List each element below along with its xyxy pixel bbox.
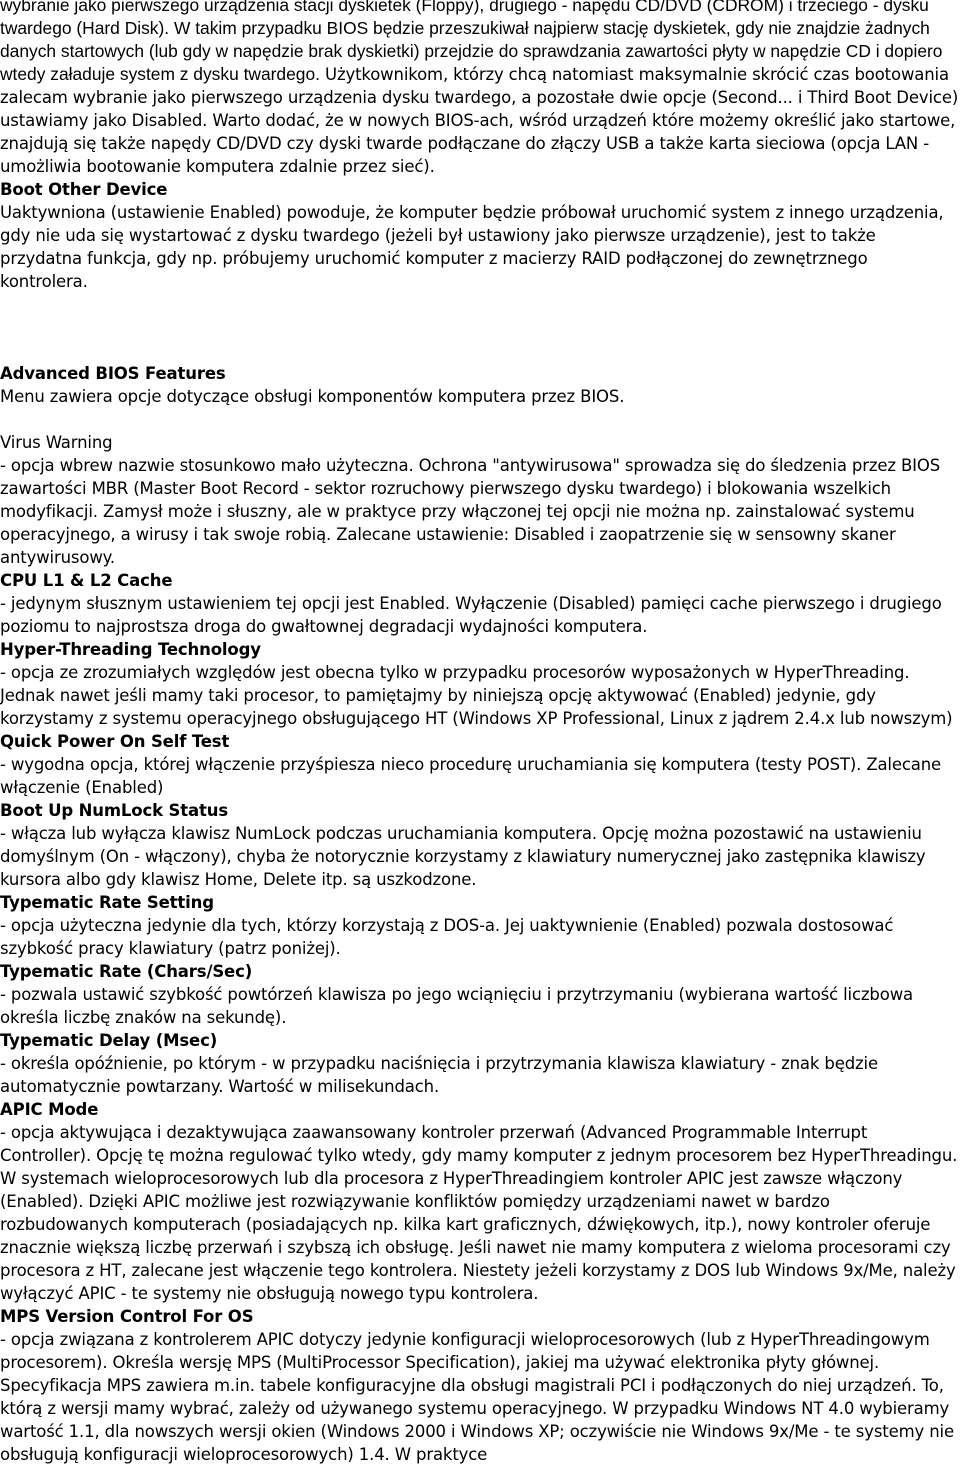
- intro-text-part1: wybranie jako pierwszego urządzenia stacji dyskietek (Floppy), drugiego - napędu CD/DVD (CDROM) i trzeciego - dysku twardego (Hard Disk). W takim przypadku BIOS będzie przeszukiwał najpierw stację dyskietek, gdy nie znajdzie żadnych danych startowych (lub gdy w napędzie brak dyskietki) przejdzie do sprawdzania zawartości płyty w napędzie CD i dopiero wtedy załaduje system z dysku twardego.: [0, 0, 943, 84]
- body-quick-post: - wygodna opcja, której włączenie przyśpiesza nieco procedurę uruchamiania się komputera (testy POST). Zalecane włączenie (Enabled): [0, 755, 942, 797]
- heading-virus-warning: Virus Warning: [0, 433, 113, 452]
- heading-hyperthreading: Hyper-Threading Technology: [0, 640, 261, 659]
- body-boot-other-device: Uaktywniona (ustawienie Enabled) powoduje, że komputer będzie próbował uruchomić system z innego urządzenia, gdy nie uda się wystartować z dysku twardego (jeżeli był ustawiony jako pierwsze urządzenie), jest to także przydatna funkcja, gdy np. próbujemy uruchomić komputer z macierzy RAID podłączonej do zewnętrznego kontrolera.: [0, 203, 944, 291]
- body-virus-warning: - opcja wbrew nazwie stosunkowo mało użyteczna. Ochrona "antywirusowa" sprowadza się do śledzenia przez BIOS zawartości MBR (Master Boot Record - sektor rozruchowy pierwszego dysku twardego) i blokowania wszelkich modyfikacji. Zamysł może i słuszny, ale w praktyce przy włączonej tej opcji nie można np. zainstalować systemu operacyjnego, a wirusy i tak swoje robią. Zalecane ustawienie: Disabled i zaopatrzenie się w sensowny skaner antywirusowy.: [0, 456, 941, 567]
- heading-quick-post: Quick Power On Self Test: [0, 732, 230, 751]
- heading-typematic-rate: Typematic Rate (Chars/Sec): [0, 962, 253, 981]
- heading-mps-version: MPS Version Control For OS: [0, 1307, 254, 1326]
- intro-text-part2: Użytkownikom, którzy chcą natomiast maksymalnie skrócić czas bootowania zalecam wybranie jako pierwszego urządzenia dysku twardego, a pozostałe dwie opcje (Second... i Third Boot Device) ustawiamy jako Disabled. Warto dodać, że w nowych BIOS-ach, wśród urządzeń które możemy określić jako startowe, znajdują się także napędy CD/DVD czy dyski twarde podłączane do złączy USB a także karta sieciowa (opcja LAN - umożliwia bootowanie komputera zdalnie przez sieć).: [0, 65, 959, 176]
- body-hyperthreading: - opcja ze zrozumiałych względów jest obecna tylko w przypadku procesorów wyposażonych w HyperThreading. Jednak nawet jeśli mamy taki procesor, to pamiętajmy by niniejszą opcję aktywować (Enabled) jedynie, gdy korzystamy z systemu operacyjnego obsługującego HT (Windows XP Professional, Linux z jądrem 2.4.x lub nowszym): [0, 663, 953, 728]
- spacer: [0, 293, 960, 362]
- heading-cpu-cache: CPU L1 & L2 Cache: [0, 571, 173, 590]
- section-typematic-delay: [0, 1029, 960, 1098]
- section-numlock: [0, 799, 960, 891]
- spacer: [0, 408, 960, 431]
- section-typematic-rate: [0, 960, 960, 1029]
- section-apic-mode: [0, 1098, 960, 1305]
- heading-numlock: Boot Up NumLock Status: [0, 801, 228, 820]
- body-typematic-rate-setting: - opcja użyteczna jedynie dla tych, którzy korzystają z DOS-a. Jej uaktywnienie (Enabled) pozwala dostosować szybkość pracy klawiatury (patrz poniżej).: [0, 916, 894, 958]
- section-quick-post: [0, 730, 960, 799]
- section-advanced-bios-features: [0, 362, 960, 408]
- body-typematic-delay: - określa opóźnienie, po którym - w przypadku naciśnięcia i przytrzymania klawisza klawiatury - znak będzie automatycznie powtarzany. Wartość w milisekundach.: [0, 1054, 878, 1096]
- section-hyperthreading: [0, 638, 960, 730]
- section-virus-warning: [0, 431, 960, 569]
- body-advanced-bios-features: Menu zawiera opcje dotyczące obsługi komponentów komputera przez BIOS.: [0, 387, 625, 406]
- section-boot-other-device: [0, 178, 960, 293]
- body-numlock: - włącza lub wyłącza klawisz NumLock podczas uruchamiania komputera. Opcję można pozostawić na ustawieniu domyślnym (On - włączony), chyba że notorycznie korzystamy z klawiatury numerycznej jako zastępnika klawiszy kursora albo gdy klawisz Home, Delete itp. są uszkodzone.: [0, 824, 926, 889]
- body-apic-mode: - opcja aktywująca i dezaktywująca zaawansowany kontroler przerwań (Advanced Programmable Interrupt Controller). Opcję tę można regulować tylko wtedy, gdy mamy komputer z jednym procesorem bez HyperThreadingu. W systemach wieloprocesorowych lub dla procesora z HyperThreadingiem kontroler APIC jest zawsze włączony (Enabled). Dzięki APIC możliwe jest rozwiązywanie konfliktów pomiędzy urządzeniami nawet w bardzo rozbudowanych komputerach (posiadających np. kilka kart graficznych, dźwiękowych, itp.), nowy kontroler oferuje znacznie większą liczbę przerwań i szybszą ich obsługę. Jeśli nawet nie mamy komputera z wieloma procesorami czy procesora z HT, zalecane jest włączenie tego kontrolera. Niestety jeżeli korzystamy z DOS lub Windows 9x/Me, należy wyłączyć APIC - te systemy nie obsługują nowego typu kontrolera.: [0, 1123, 958, 1303]
- section-typematic-rate-setting: [0, 891, 960, 960]
- heading-typematic-rate-setting: Typematic Rate Setting: [0, 893, 214, 912]
- body-cpu-cache: - jedynym słusznym ustawieniem tej opcji jest Enabled. Wyłączenie (Disabled) pamięci cache pierwszego i drugiego poziomu to najprostsza droga do gwałtownej degradacji wydajności komputera.: [0, 594, 942, 636]
- heading-advanced-bios-features: Advanced BIOS Features: [0, 364, 226, 383]
- heading-apic-mode: APIC Mode: [0, 1100, 99, 1119]
- heading-typematic-delay: Typematic Delay (Msec): [0, 1031, 218, 1050]
- section-cpu-cache: [0, 569, 960, 638]
- intro-paragraph: [0, 0, 960, 178]
- heading-boot-other-device: Boot Other Device: [0, 180, 168, 199]
- section-mps-version: [0, 1305, 960, 1466]
- body-mps-version: - opcja związana z kontrolerem APIC dotyczy jedynie konfiguracji wieloprocesorowych (lub z HyperThreadingowym procesorem). Określa wersję MPS (MultiProcessor Specification), jakiej ma używać elektronika płyty głównej. Specyfikacja MPS zawiera m.in. tabele konfiguracyjne dla obsługi magistrali PCI i podłączonych do niej urządzeń. To, którą z wersji mamy wybrać, zależy od używanego systemu operacyjnego. W przypadku Windows NT 4.0 wybieramy wartość 1.1, dla nowszych wersji okien (Windows 2000 i Windows XP; oczywiście nie Windows 9x/Me - te systemy nie obsługują konfiguracji wieloprocesorowych) 1.4. W praktyce: [0, 1330, 954, 1464]
- body-typematic-rate: - pozwala ustawić szybkość powtórzeń klawisza po jego wciąnięciu i przytrzymaniu (wybierana wartość liczbowa określa liczbę znaków na sekundę).: [0, 985, 913, 1027]
